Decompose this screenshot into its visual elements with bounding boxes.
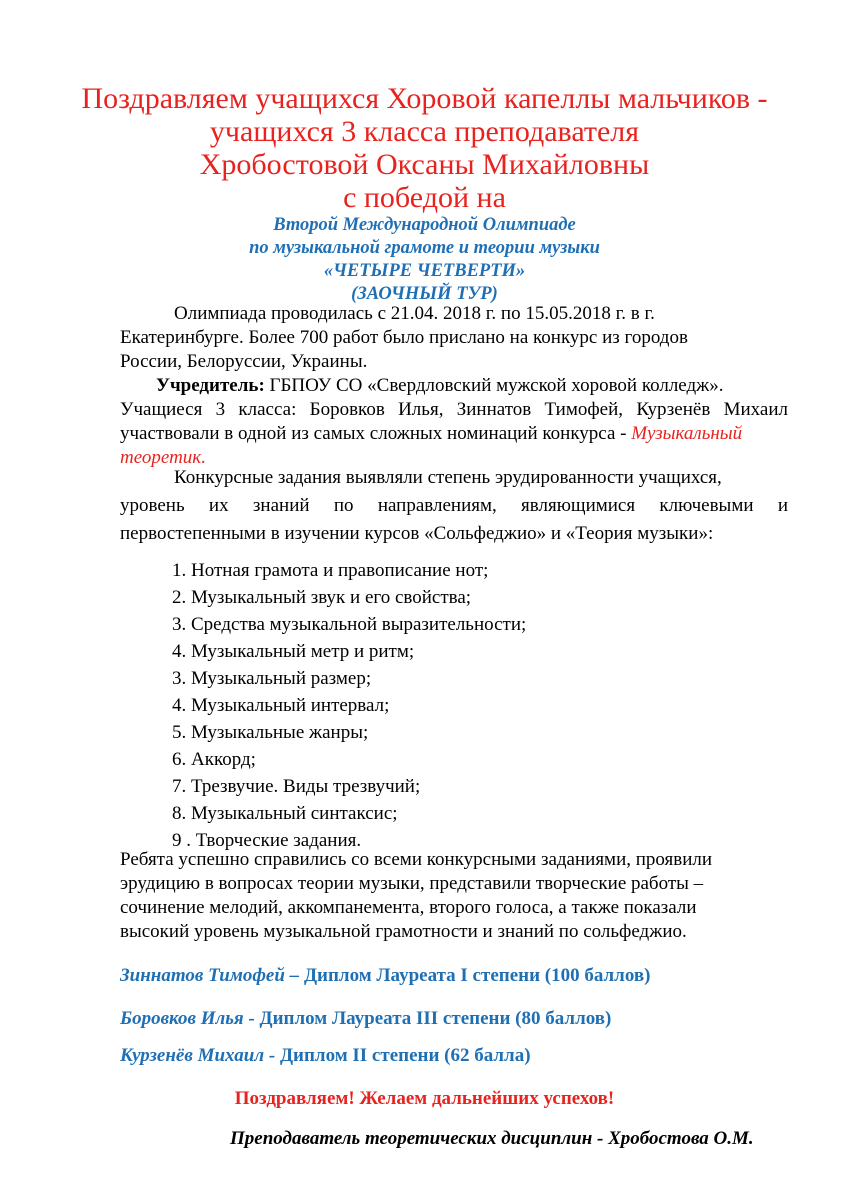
tasks-intro-line-3: первостепенными в изучении курсов «Сольфеджио» и «Теория музыки»: bbox=[120, 523, 714, 544]
title-line-3: Хробостовой Оксаны Михайловны bbox=[199, 148, 650, 181]
students-line-2 bbox=[120, 422, 788, 446]
award-name: Зиннатов Тимофей – bbox=[120, 965, 304, 986]
list-item: 3. Средства музыкальной выразительности; bbox=[172, 614, 527, 635]
result-line-3: сочинение мелодий, аккомпанемента, второго голоса, а также показали bbox=[120, 897, 697, 918]
founder-paragraph bbox=[120, 374, 788, 398]
congrats-message: Поздравляем! Желаем дальнейших успехов! bbox=[234, 1088, 615, 1109]
intro-paragraph bbox=[120, 302, 788, 374]
list-item: 2. Музыкальный звук и его свойства; bbox=[172, 587, 472, 608]
list-item: 7. Трезвучие. Виды трезвучий; bbox=[172, 776, 421, 797]
award-diploma: Диплом Лауреата I степени (100 баллов) bbox=[303, 965, 651, 986]
olympiad-line-4: (ЗАОЧНЫЙ ТУР) bbox=[351, 284, 498, 304]
result-paragraph bbox=[120, 848, 788, 944]
teacher-signature: Преподаватель теоретических дисциплин - Хробостова О.М. bbox=[230, 1128, 754, 1149]
intro-line-1: Олимпиада проводилась с 21.04. 2018 г. по 15.05.2018 г. в г. bbox=[174, 303, 655, 324]
congratulation-title bbox=[0, 82, 849, 214]
olympiad-heading bbox=[0, 214, 849, 306]
list-item: 4. Музыкальный метр и ритм; bbox=[172, 641, 415, 662]
tasks-intro-line-2: уровень их знаний по направлениям, являющимися ключевыми и bbox=[120, 495, 788, 516]
list-item: 9 . Творческие задания. bbox=[172, 830, 362, 851]
list-item: 1. Нотная грамота и правописание нот; bbox=[172, 560, 489, 581]
tasks-intro-paragraph bbox=[120, 464, 788, 548]
tasks-intro-line-1: Конкурсные задания выявляли степень эрудированности учащихся, bbox=[174, 467, 722, 488]
result-line-1: Ребята успешно справились со всеми конкурсными заданиями, проявили bbox=[120, 849, 713, 870]
nomination-highlight: Музыкальный bbox=[631, 423, 743, 444]
list-item: 3. Музыкальный размер; bbox=[172, 668, 372, 689]
result-line-2: эрудицию в вопросах теории музыки, представили творческие работы – bbox=[120, 873, 704, 894]
award-line bbox=[120, 1045, 531, 1067]
award-line bbox=[120, 1008, 611, 1030]
nomination-highlight-end: теоретик. bbox=[120, 447, 206, 468]
olympiad-line-2: по музыкальной грамоте и теории музыки bbox=[249, 238, 600, 258]
founder-text: ГБПОУ СО «Свердловский мужской хоровой колледж». bbox=[264, 375, 724, 396]
award-diploma: Диплом Лауреата III степени (80 баллов) bbox=[259, 1008, 612, 1029]
students-paragraph bbox=[120, 398, 788, 470]
olympiad-line-1: Второй Международной Олимпиаде bbox=[273, 215, 576, 235]
intro-line-2: Екатеринбурге. Более 700 работ было прислано на конкурс из городов bbox=[120, 327, 688, 348]
list-item: 4. Музыкальный интервал; bbox=[172, 695, 390, 716]
intro-line-3: России, Белоруссии, Украины. bbox=[120, 351, 368, 372]
list-item: 8. Музыкальный синтаксис; bbox=[172, 803, 398, 824]
students-line-2-text: участвовали в одной из самых сложных номинаций конкурса - bbox=[120, 423, 632, 444]
list-item: 5. Музыкальные жанры; bbox=[172, 722, 369, 743]
founder-label: Учредитель: bbox=[156, 375, 265, 396]
award-line bbox=[120, 965, 650, 987]
founder-line bbox=[120, 374, 788, 398]
award-name: Боровков Илья - bbox=[120, 1008, 260, 1029]
olympiad-line-3: «ЧЕТЫРЕ ЧЕТВЕРТИ» bbox=[323, 261, 526, 281]
award-diploma: Диплом II степени (62 балла) bbox=[279, 1045, 531, 1066]
students-line-1: Учащиеся 3 класса: Боровков Илья, Зиннатов Тимофей, Курзенёв Михаил bbox=[120, 399, 788, 420]
title-line-2: учащихся 3 класса преподавателя bbox=[209, 115, 640, 148]
title-line-4: с победой на bbox=[343, 181, 506, 214]
title-line-1: Поздравляем учащихся Хоровой капеллы мальчиков - bbox=[81, 82, 768, 115]
list-item: 6. Аккорд; bbox=[172, 749, 256, 770]
award-name: Курзенёв Михаил - bbox=[120, 1045, 280, 1066]
result-line-4: высокий уровень музыкальной грамотности и знаний по сольфеджио. bbox=[120, 921, 687, 942]
